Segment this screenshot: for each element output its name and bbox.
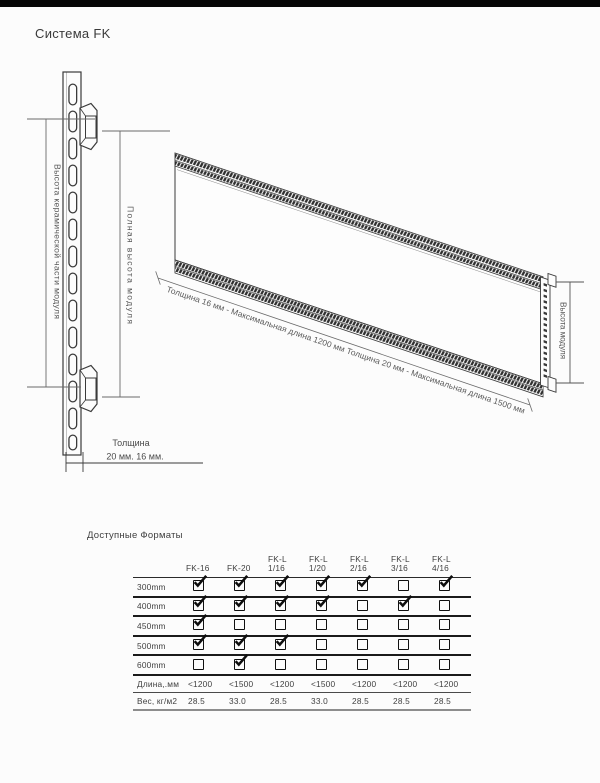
size-row-label: 500mm [137, 640, 166, 651]
checkbox-box [398, 639, 409, 650]
panel-end-profile [541, 271, 557, 392]
checkbox-box [357, 619, 368, 630]
checkbox-unchecked [357, 619, 368, 630]
checkbox-box [316, 639, 327, 650]
checkbox-box [398, 619, 409, 630]
checkbox-unchecked [439, 600, 450, 611]
checkbox-checked [316, 580, 327, 591]
check-mark-icon [274, 575, 290, 590]
dimension-thickness [66, 438, 203, 472]
checkbox-checked [234, 659, 245, 670]
info-value: <1200 [434, 679, 459, 690]
full-height-label: Полная высота модуля [125, 206, 136, 324]
checkbox-checked [193, 619, 204, 630]
format-column-header: FK-L 3/16 [391, 554, 410, 574]
check-mark-icon [192, 575, 208, 590]
thickness-label: Толщина [112, 438, 150, 448]
check-mark-icon [233, 595, 249, 610]
format-column-header: FK-16 [186, 563, 210, 574]
check-mark-icon [438, 575, 454, 590]
checkbox-unchecked [357, 659, 368, 670]
check-mark-icon [233, 634, 249, 649]
format-column-header: FK-20 [227, 563, 251, 574]
checkbox-unchecked [398, 619, 409, 630]
checkbox-unchecked [234, 619, 245, 630]
ceramic-height-label: Высота керамической части модуля [52, 164, 63, 319]
panel-clip-bottom [80, 366, 97, 412]
checkbox-unchecked [439, 619, 450, 630]
check-mark-icon [233, 575, 249, 590]
checkbox-checked [398, 600, 409, 611]
info-value: 28.5 [434, 696, 451, 707]
format-column-header: FK-L 1/20 [309, 554, 328, 574]
checkbox-checked [234, 639, 245, 650]
info-row-label: Длина,.мм [137, 679, 180, 690]
table-header-row [133, 552, 471, 578]
checkbox-unchecked [398, 639, 409, 650]
page-title: Система FK [35, 26, 111, 41]
checkbox-box [193, 659, 204, 670]
checkbox-checked [234, 580, 245, 591]
size-row-label: 400mm [137, 601, 166, 612]
check-mark-icon [192, 634, 208, 649]
size-row-label: 300mm [137, 581, 166, 592]
checkbox-unchecked [316, 619, 327, 630]
checkbox-box [439, 639, 450, 650]
checkbox-box [439, 600, 450, 611]
checkbox-unchecked [275, 619, 286, 630]
checkbox-checked [193, 580, 204, 591]
dimension-full-height [102, 131, 170, 397]
checkbox-unchecked [275, 659, 286, 670]
check-mark-icon [192, 595, 208, 610]
check-mark-icon [274, 634, 290, 649]
info-value: 28.5 [393, 696, 410, 707]
checkbox-unchecked [316, 639, 327, 650]
info-value: <1500 [311, 679, 336, 690]
checkbox-checked [275, 580, 286, 591]
info-value: <1200 [393, 679, 418, 690]
checkbox-checked [193, 600, 204, 611]
checkbox-checked [357, 580, 368, 591]
checkbox-unchecked [398, 659, 409, 670]
format-column-header: FK-L 2/16 [350, 554, 369, 574]
check-mark-icon [356, 575, 372, 590]
format-size-row [133, 598, 471, 618]
module-height-label: Высота модуля [558, 302, 568, 359]
check-mark-icon [315, 575, 331, 590]
checkbox-unchecked [357, 639, 368, 650]
checkbox-box [357, 659, 368, 670]
format-size-row [133, 637, 471, 657]
checkbox-box [439, 659, 450, 670]
info-value: 33.0 [229, 696, 246, 707]
checkbox-checked [439, 580, 450, 591]
checkbox-box [357, 639, 368, 650]
checkbox-checked [193, 639, 204, 650]
info-value: <1200 [188, 679, 213, 690]
panel-3d-view [175, 148, 556, 401]
checkbox-box [439, 619, 450, 630]
info-value: 28.5 [270, 696, 287, 707]
checkbox-unchecked [357, 600, 368, 611]
thickness-value: 20 мм. 16 мм. [106, 451, 164, 462]
checkbox-box [275, 659, 286, 670]
check-mark-icon [397, 595, 413, 610]
format-size-row [133, 656, 471, 676]
checkbox-box [398, 659, 409, 670]
max-length-note: Толщина 16 мм - Максимальная длина 1200 мм Толщина 20 мм - Максимальная длина 1500 мм [165, 284, 516, 412]
checkbox-checked [275, 600, 286, 611]
format-size-row [133, 578, 471, 598]
checkbox-unchecked [439, 639, 450, 650]
info-value: <1200 [270, 679, 295, 690]
checkbox-box [316, 659, 327, 670]
check-mark-icon [315, 595, 331, 610]
checkbox-checked [316, 600, 327, 611]
format-info-row [133, 693, 471, 711]
check-mark-icon [233, 654, 249, 669]
format-column-header: FK-L 1/16 [268, 554, 287, 574]
check-mark-icon [274, 595, 290, 610]
checkbox-box [234, 619, 245, 630]
checkbox-box [275, 619, 286, 630]
checkbox-box [357, 600, 368, 611]
panel-clip-top [80, 104, 97, 150]
checkbox-box [316, 619, 327, 630]
checkbox-unchecked [398, 580, 409, 591]
dimension-ceramic-height [27, 119, 95, 387]
size-row-label: 450mm [137, 620, 166, 631]
size-row-label: 600mm [137, 660, 166, 671]
format-column-header: FK-L 4/16 [432, 554, 451, 574]
checkbox-checked [234, 600, 245, 611]
mounting-rail-profile [63, 72, 97, 455]
checkbox-checked [275, 639, 286, 650]
info-value: 28.5 [352, 696, 369, 707]
formats-table [133, 552, 471, 711]
dimension-module-height [556, 282, 584, 383]
checkbox-unchecked [193, 659, 204, 670]
checkbox-box [398, 580, 409, 591]
info-row-label: Вес, кг/м2 [137, 696, 178, 707]
info-value: <1500 [229, 679, 254, 690]
formats-section [87, 530, 471, 711]
check-mark-icon [192, 614, 208, 629]
formats-title: Доступные Форматы [87, 530, 183, 541]
checkbox-unchecked [439, 659, 450, 670]
info-value: 33.0 [311, 696, 328, 707]
info-value: 28.5 [188, 696, 205, 707]
format-size-row [133, 617, 471, 637]
info-value: <1200 [352, 679, 377, 690]
checkbox-unchecked [316, 659, 327, 670]
format-info-row [133, 676, 471, 694]
